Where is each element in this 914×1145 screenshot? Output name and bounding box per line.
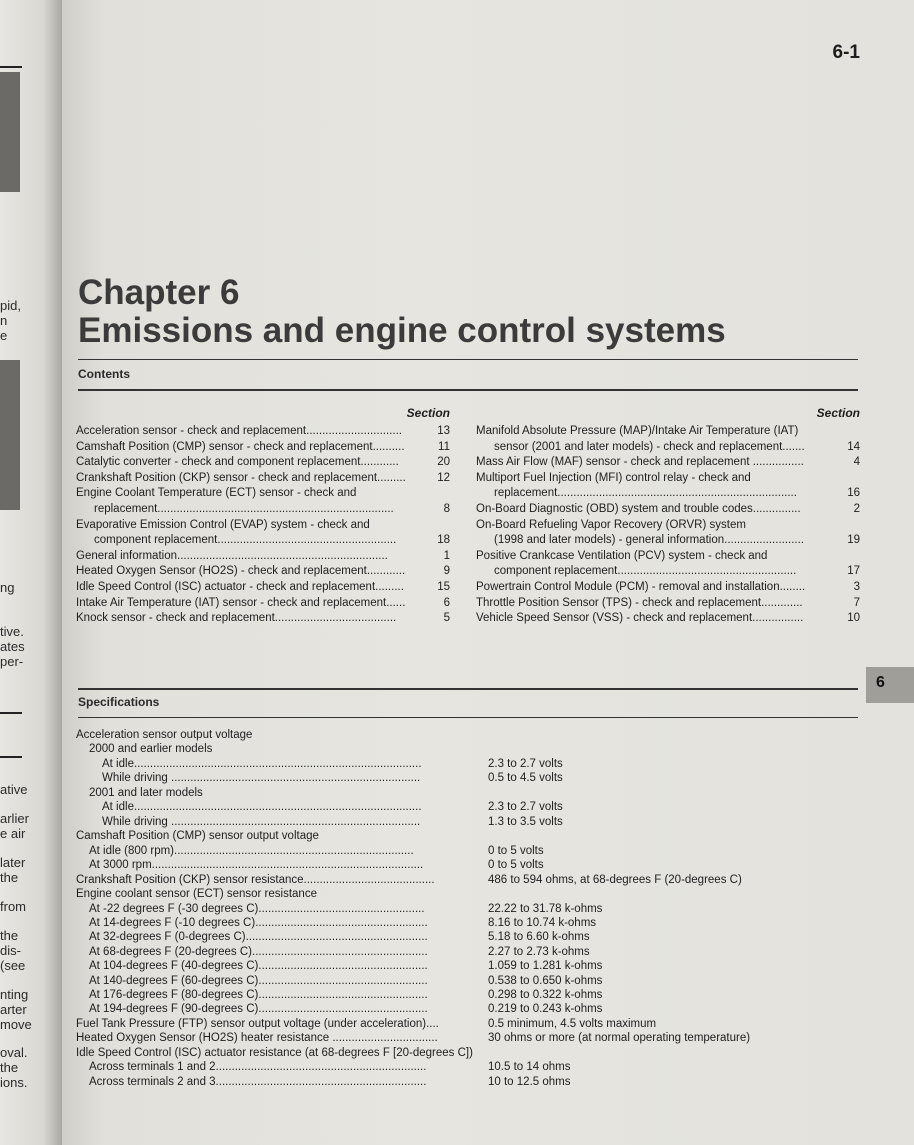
facing-page-rule	[0, 66, 22, 68]
contents-entry	[76, 518, 450, 533]
spec-row	[76, 844, 856, 858]
contents-entry	[76, 502, 450, 517]
spec-row	[76, 959, 856, 973]
spec-value: 10.5 to 14 ohms	[488, 1061, 571, 1074]
contents-entry-section: 4	[853, 456, 860, 469]
spec-row	[76, 988, 856, 1002]
spec-label: Idle Speed Control (ISC) actuator resistance (at 68-degrees F [20-degrees C])	[76, 1046, 473, 1059]
contents-entry-title: Knock sensor - check and replacement......................................	[76, 612, 397, 625]
spec-value: 2.3 to 2.7 volts	[488, 757, 563, 770]
facing-page-rule	[0, 756, 22, 758]
spec-label: At idle (800 rpm)...........................................................................	[89, 844, 414, 857]
contents-entry-title: Crankshaft Position (CKP) sensor - check and replacement.........	[76, 471, 406, 484]
contents-entry-title: Evaporative Emission Control (EVAP) system - check and	[76, 518, 370, 531]
facing-page-text: arlier	[0, 811, 29, 826]
spec-row	[76, 1046, 856, 1060]
spec-label: At 3000 rpm.....................................................................................	[89, 859, 424, 871]
contents-entry-title: Throttle Position Sensor (TPS) - check and replacement.............	[476, 596, 803, 609]
spec-row	[76, 742, 856, 756]
contents-entry-section: 7	[853, 596, 860, 609]
spec-value: 2.27 to 2.73 k-ohms	[488, 945, 590, 958]
contents-entry-title: component replacement........................................................	[494, 565, 797, 578]
facing-page-text: pid,	[0, 298, 21, 313]
contents-entry-title: Idle Speed Control (ISC) actuator - check and replacement.........	[76, 581, 404, 593]
contents-entry	[476, 580, 860, 595]
contents-right-column	[476, 406, 860, 625]
spec-label: Fuel Tank Pressure (FTP) sensor output voltage (under acceleration)....	[76, 1017, 439, 1030]
facing-page-text: dis-	[0, 943, 21, 958]
page-number: 6-1	[832, 42, 860, 63]
contents-entry-title: Camshaft Position (CMP) sensor - check and replacement..........	[76, 440, 405, 453]
facing-page-text: the	[0, 928, 19, 943]
spec-label: Across terminals 2 and 3..................................................................	[89, 1075, 427, 1088]
facing-page-edge	[0, 0, 62, 1145]
facing-page-text: later	[0, 855, 26, 870]
spec-label: 2001 and later models	[89, 786, 203, 799]
contents-entry	[476, 596, 860, 611]
contents-entry-title: Manifold Absolute Pressure (MAP)/Intake Air Temperature (IAT)	[476, 425, 799, 437]
spec-row	[76, 829, 856, 843]
facing-page-text: n	[0, 313, 8, 328]
contents-entry	[76, 455, 450, 470]
spec-value: 10 to 12.5 ohms	[488, 1075, 571, 1088]
spec-row	[76, 974, 856, 988]
contents-entry	[476, 502, 860, 517]
contents-heading: Contents	[78, 367, 130, 381]
facing-page-text: nting	[0, 987, 29, 1002]
spec-row	[76, 815, 856, 829]
facing-page-text: arter	[0, 1002, 27, 1017]
contents-entry-section: 15	[437, 581, 450, 593]
facing-page-text: ative	[0, 782, 28, 797]
spec-label: Acceleration sensor output voltage	[76, 729, 253, 741]
contents-entry	[476, 440, 860, 455]
facing-page-text: ng	[0, 580, 15, 595]
contents-entry	[76, 549, 450, 564]
facing-page-photo	[0, 360, 20, 510]
spec-value: 0 to 5 volts	[488, 859, 544, 871]
facing-page-text: tive.	[0, 624, 24, 639]
spec-row	[76, 1017, 856, 1031]
contents-entry	[76, 486, 450, 501]
contents-entry	[76, 611, 450, 626]
contents-entry-title: Multiport Fuel Injection (MFI) control relay - check and	[476, 471, 751, 484]
facing-page-text: ates	[0, 639, 25, 654]
contents-entry-section: 2	[853, 503, 860, 515]
contents-entry-section: 3	[853, 581, 860, 593]
spec-row	[76, 858, 856, 872]
facing-page-text: from	[0, 899, 26, 914]
spec-value: 0.5 minimum, 4.5 volts maximum	[488, 1017, 657, 1030]
spec-label: Across terminals 1 and 2..................................................................	[89, 1061, 427, 1074]
contents-entry-section: 16	[847, 487, 860, 500]
facing-page-text: move	[0, 1017, 32, 1032]
contents-entry-title: Heated Oxygen Sensor (HO2S) - check and replacement............	[76, 565, 406, 578]
spec-row	[76, 887, 856, 901]
contents-entry-section: 6	[443, 596, 450, 609]
facing-page-text: e	[0, 328, 8, 343]
spec-row	[76, 728, 856, 742]
spec-label: At 176-degrees F (80-degrees C).....................................................	[89, 989, 428, 1001]
facing-page-text: ions.	[0, 1075, 28, 1090]
spec-value: 1.059 to 1.281 k-ohms	[488, 960, 603, 973]
spec-label: At idle..........................................................................................	[102, 801, 422, 814]
contents-entry	[76, 440, 450, 455]
facing-page-text: the	[0, 1060, 19, 1075]
contents-entry	[476, 486, 860, 501]
spec-label: At 194-degrees F (90-degrees C).....................................................	[89, 1003, 428, 1016]
spec-label: At 32-degrees F (0-degrees C).........................................................	[89, 931, 428, 944]
spec-value: 5.18 to 6.60 k-ohms	[488, 931, 590, 944]
contents-entry	[476, 424, 860, 439]
contents-rule	[78, 389, 858, 391]
contents-entry-title: Catalytic converter - check and component replacement............	[76, 456, 399, 469]
spec-row	[76, 1031, 856, 1045]
spec-row	[76, 1060, 856, 1074]
spec-row	[76, 771, 856, 785]
contents-entry	[476, 564, 860, 579]
contents-entry-section: 10	[847, 612, 860, 625]
spec-value: 2.3 to 2.7 volts	[488, 801, 563, 814]
spec-label: At -22 degrees F (-30 degrees C)....................................................	[89, 902, 425, 915]
contents-entry	[476, 549, 860, 564]
contents-entry-section: 13	[437, 425, 450, 437]
contents-entry-title: Intake Air Temperature (IAT) sensor - check and replacement......	[76, 596, 406, 609]
spec-value: 30 ohms or more (at normal operating temperature)	[488, 1032, 751, 1045]
section-column-header: Section	[816, 406, 860, 420]
facing-page-photo	[0, 72, 20, 192]
spec-label: At 14-degrees F (-10 degrees C)......................................................	[89, 917, 428, 929]
spec-label: At 68-degrees F (20-degrees C).......................................................	[89, 945, 428, 958]
spec-value: 0.538 to 0.650 k-ohms	[488, 974, 603, 987]
spec-value: 22.22 to 31.78 k-ohms	[488, 902, 603, 915]
chapter-number: Chapter 6	[78, 273, 240, 312]
section-column-header: Section	[406, 406, 450, 420]
facing-page-text: oval.	[0, 1045, 28, 1060]
contents-entry-title: sensor (2001 and later models) - check and replacement.......	[494, 440, 805, 453]
spec-row	[76, 800, 856, 814]
spec-row	[76, 873, 856, 887]
contents-entry	[476, 518, 860, 533]
contents-entry-title: (1998 and later models) - general information.........................	[494, 534, 805, 547]
contents-entry-section: 20	[437, 456, 450, 469]
spec-label: While driving ..............................................................................	[102, 815, 421, 828]
specifications-heading: Specifications	[78, 695, 160, 709]
contents-entry-section: 17	[847, 565, 860, 578]
spec-label: While driving ..............................................................................	[102, 772, 421, 785]
spec-value: 0.5 to 4.5 volts	[488, 772, 563, 785]
facing-page-text: per-	[0, 654, 24, 669]
spec-label: At idle..........................................................................................	[102, 757, 422, 770]
spec-value: 8.16 to 10.74 k-ohms	[488, 917, 597, 929]
contents-entry-section: 14	[847, 440, 860, 453]
spec-row	[76, 930, 856, 944]
manual-page	[62, 0, 914, 1145]
spec-label: Crankshaft Position (CKP) sensor resistance.........................................	[76, 873, 435, 886]
spec-row	[76, 916, 856, 930]
contents-entry-title: On-Board Diagnostic (OBD) system and trouble codes...............	[476, 503, 801, 515]
contents-entry	[76, 424, 450, 439]
chapter-title	[78, 274, 726, 350]
spec-row	[76, 757, 856, 771]
contents-entry-title: Powertrain Control Module (PCM) - removal and installation........	[476, 581, 806, 593]
contents-entry-title: component replacement........................................................	[94, 534, 397, 547]
spec-label: Camshaft Position (CMP) sensor output voltage	[76, 830, 319, 843]
facing-page-text: the	[0, 870, 19, 885]
spec-label: Engine coolant sensor (ECT) sensor resistance	[76, 888, 317, 901]
title-rule	[78, 359, 858, 360]
contents-entry-section: 19	[847, 534, 860, 547]
contents-entry-section: 1	[443, 549, 450, 562]
facing-page-text: (see	[0, 958, 26, 973]
spec-value: 486 to 594 ohms, at 68-degrees F (20-degrees C)	[488, 873, 742, 886]
contents-entry-section: 11	[438, 440, 450, 453]
spec-value: 0 to 5 volts	[488, 844, 544, 857]
contents-entry-title: Engine Coolant Temperature (ECT) sensor - check and	[76, 487, 357, 500]
contents-entry	[76, 564, 450, 579]
chapter-tab-number: 6	[876, 674, 885, 691]
chapter-name: Emissions and engine control systems	[78, 311, 726, 350]
contents-entry-title: General information..................................................................	[76, 549, 388, 562]
specs-top-rule	[78, 688, 858, 690]
contents-entry-section: 8	[443, 503, 450, 515]
chapter-tab	[866, 667, 914, 703]
spec-label: 2000 and earlier models	[89, 743, 213, 756]
contents-entry-title: Mass Air Flow (MAF) sensor - check and replacement ................	[476, 456, 804, 469]
spec-row	[76, 786, 856, 800]
spec-row	[76, 1002, 856, 1016]
contents-entry	[476, 611, 860, 626]
spec-value: 0.298 to 0.322 k-ohms	[488, 989, 603, 1001]
contents-left-column	[76, 406, 450, 625]
contents-entry	[476, 455, 860, 470]
contents-entry-title: On-Board Refueling Vapor Recovery (ORVR) system	[476, 518, 746, 531]
contents-entry-title: Acceleration sensor - check and replacement..............................	[76, 425, 402, 437]
spec-row	[76, 945, 856, 959]
contents-entry	[76, 580, 450, 595]
spec-row	[76, 902, 856, 916]
spec-value: 0.219 to 0.243 k-ohms	[488, 1003, 603, 1016]
contents-entry-section: 5	[443, 612, 450, 625]
contents-entry-title: Vehicle Speed Sensor (VSS) - check and replacement................	[476, 612, 804, 625]
spec-value: 1.3 to 3.5 volts	[488, 815, 563, 828]
facing-page-text: e air	[0, 826, 26, 841]
facing-page-rule	[0, 712, 22, 714]
specifications-table	[76, 728, 856, 1098]
spec-label: At 140-degrees F (60-degrees C).....................................................	[89, 974, 428, 987]
contents-entry-section: 18	[437, 534, 450, 547]
specs-rule	[78, 717, 858, 718]
contents-entry-section: 12	[437, 471, 450, 484]
contents-entry-title: replacement...........................................................................	[494, 487, 797, 500]
contents-entry-title: Positive Crankcase Ventilation (PCV) system - check and	[476, 549, 768, 562]
contents-entry	[76, 596, 450, 611]
contents-entry	[76, 533, 450, 548]
contents-entry	[476, 533, 860, 548]
spec-label: At 104-degrees F (40-degrees C).....................................................	[89, 960, 428, 973]
contents-entry-section: 9	[443, 565, 450, 578]
spec-label: Heated Oxygen Sensor (HO2S) heater resistance .................................	[76, 1032, 438, 1045]
contents-entry	[476, 471, 860, 486]
contents-entry	[76, 471, 450, 486]
spec-row	[76, 1075, 856, 1089]
contents-entry-title: replacement..........................................................................	[94, 503, 394, 515]
